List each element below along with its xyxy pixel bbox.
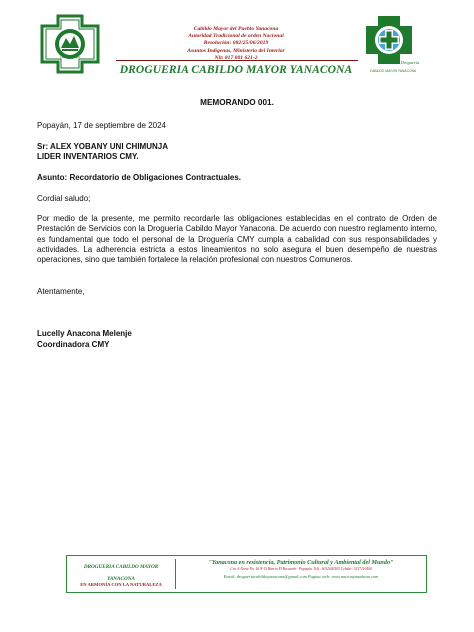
header-line: Asuntos Indígenas, Ministerio del Interior [187,47,285,54]
footer-divider [175,559,176,589]
letterhead-footer [66,555,427,593]
footer-brand-tagline: EN ARMONÍA CON LA NATURALEZA [80,582,162,588]
footer-brand [69,558,173,590]
memo-title: MEMORANDO 001. [200,98,274,107]
drogueria-logo-icon [360,14,426,76]
footer-brand-line1: DROGUERIA CABILDO MAYOR [83,564,159,570]
header-line: Resolución: 082/25/06/2019 [203,40,269,47]
memo-subject: Asunto: Recordatorio de Obligaciones Contractuales. [37,173,242,182]
footer-info [179,559,423,591]
signer-role: Coordinadora CMY [37,340,110,349]
footer-address: Cra. 6 Norte No. 16 N-15 Barrio El Recuerdo · Popayán. Telf.: 6012026505 Celular: 3217210400 [230,567,372,571]
header-title: DROGUERIA CABILDO MAYOR YANACONA [119,64,353,76]
footer-contact: Email: drogueriacabildoyanacona@gmail.com Pagina web: www.nacionyanakuna.com [223,573,379,579]
memo-greeting: Cordial saludo; [37,194,91,203]
header-line: Autoridad Tradicional de orden Nacional [188,33,284,40]
header-info-lines [120,26,352,62]
memo-closing: Atentamente, [37,287,85,296]
header-line: Nit: 817 001 621-2 [214,54,258,61]
header-rule [116,60,358,61]
left-logo-caption: Cabildo Mayor [59,55,81,59]
letterhead [0,0,474,90]
signer-name: Lucelly Anacona Melenje [37,329,132,338]
memo-body: Por medio de la presente, me permito recordarle las obligaciones establecidas en el contrato de Orden de Prestación de Servicios con la Droguería Cabildo Mayor Yanacona. De acuerdo con nuestro reglamento interno, es fundamental que todo el personal de la Droguería CMY cumpla a cabalidad con sus responsabilidades y actividades. La adherencia estricta a estos lineamientos no solo asegura el buen desempeño de nuestras operaciones, sino que también fortalece la relación profesional con nuestros Comuneros. [37,214,437,265]
cabildo-logo-icon [40,14,100,74]
right-logo-caption-2: CABILDO MAYOR YANACONA [369,69,417,73]
memo-date: Popayán, 17 de septiembre de 2024 [37,121,166,130]
footer-slogan: "Yanacona en resistencia, Patrimonio Cultural y Ambiental del Mundo" [208,559,394,566]
recipient-name: Sr: ALEX YOBANY UNI CHIMUNJA [37,142,168,151]
recipient-role: LIDER INVENTARIOS CMY. [37,152,139,161]
footer-brand-line2: YANACONA [107,576,135,583]
right-logo-caption: Drogueria [400,60,420,65]
header-line: Cabildo Mayor del Pueblo Yanacona [193,26,279,32]
